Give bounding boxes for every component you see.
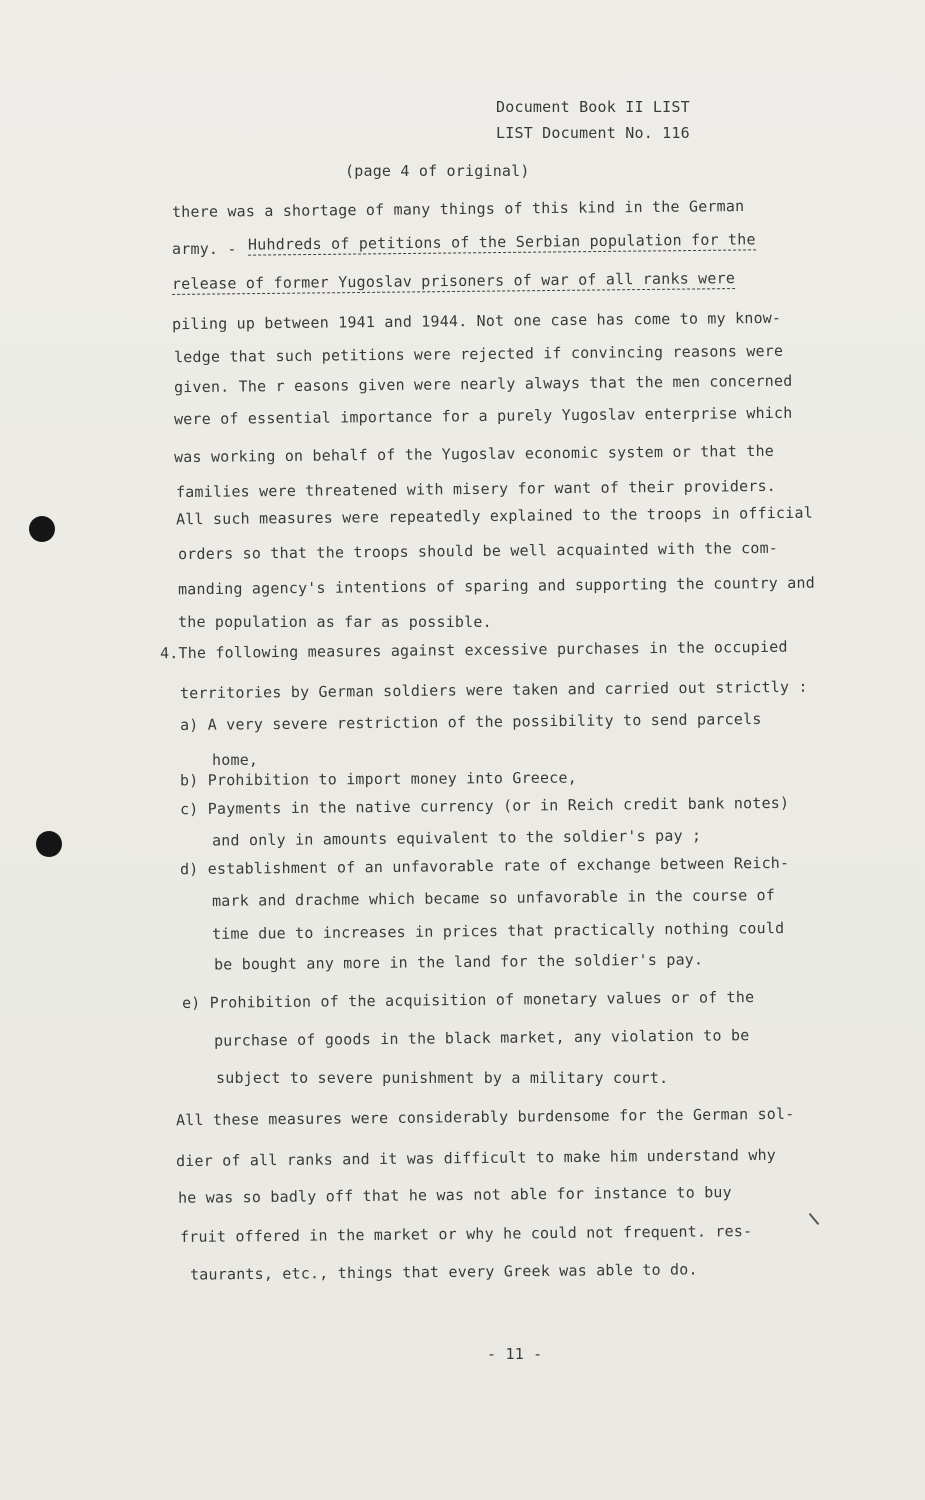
body-line: there was a shortage of many things of this kind in the German	[171, 197, 745, 221]
list-item-a: a) A very severe restriction of the possibility to send parcels	[179, 709, 762, 735]
body-line: was working on behalf of the Yugoslav economic system or that the	[173, 441, 775, 467]
body-line: the population as far as possible.	[178, 613, 492, 631]
list-item-d-cont: mark and drachme which became so unfavorable in the course of	[211, 886, 776, 910]
list-item-e-cont: subject to severe punishment by a military court.	[216, 1069, 669, 1087]
page-number: - 11 -	[487, 1345, 543, 1363]
punch-hole-bottom	[36, 831, 62, 857]
list-item-d-cont: be bought any more in the land for the soldier's pay.	[213, 950, 704, 974]
body-line: territories by German soldiers were taken and carried out strictly :	[179, 677, 808, 703]
underlined-text: Huhdreds of petitions of the Serbian population for the	[247, 230, 756, 254]
stray-pen-mark	[809, 1213, 820, 1225]
body-line: families were threatened with misery for want of their providers.	[175, 476, 777, 502]
list-item-d: d) establishment of an unfavorable rate of exchange between Reich-	[179, 853, 790, 879]
body-line: ledge that such petitions were rejected if convincing reasons were	[173, 341, 784, 367]
page-reference: (page 4 of original)	[345, 162, 530, 180]
list-item-e: e) Prohibition of the acquisition of monetary values or of the	[181, 988, 755, 1012]
body-line: given. The r easons given were nearly always that the men concerned	[173, 371, 793, 397]
body-line: manding agency's intentions of sparing and supporting the country and	[177, 573, 816, 599]
body-line: he was so badly off that he was not able for instance to buy	[177, 1183, 732, 1207]
header-document-number: LIST Document No. 116	[496, 124, 690, 142]
list-item-d-cont: time due to increases in prices that practically nothing could	[211, 919, 785, 943]
body-line: dier of all ranks and it was difficult to make him understand why	[175, 1145, 777, 1171]
underlined-text: release of former Yugoslav prisoners of war of all ranks were	[171, 269, 736, 293]
body-line: orders so that the troops should be well acquainted with the com-	[177, 538, 779, 564]
body-line: fruit offered in the market or why he could not frequent. res-	[179, 1222, 753, 1246]
body-line: army. -	[172, 240, 246, 258]
body-line: taurants, etc., things that every Greek was able to do.	[189, 1260, 698, 1284]
punch-hole-top	[29, 516, 55, 542]
body-line: All these measures were considerably burdensome for the German sol-	[175, 1104, 795, 1130]
body-line: piling up between 1941 and 1944. Not one case has come to my know-	[171, 308, 782, 334]
body-line: All such measures were repeatedly explained to the troops in official	[175, 503, 814, 529]
body-line: were of essential importance for a purely Yugoslav enterprise which	[173, 403, 793, 429]
header-document-book: Document Book II LIST	[496, 98, 690, 116]
list-item-c-cont: and only in amounts equivalent to the soldier's pay ;	[211, 826, 702, 850]
list-item-a-cont: home,	[212, 751, 259, 769]
list-item-e-cont: purchase of goods in the black market, any violation to be	[213, 1026, 750, 1050]
section-heading-4: 4.The following measures against excessive purchases in the occupied	[159, 637, 788, 663]
list-item-c: c) Payments in the native currency (or in Reich credit bank notes)	[179, 793, 790, 819]
list-item-b: b) Prohibition to import money into Greece,	[179, 768, 577, 790]
